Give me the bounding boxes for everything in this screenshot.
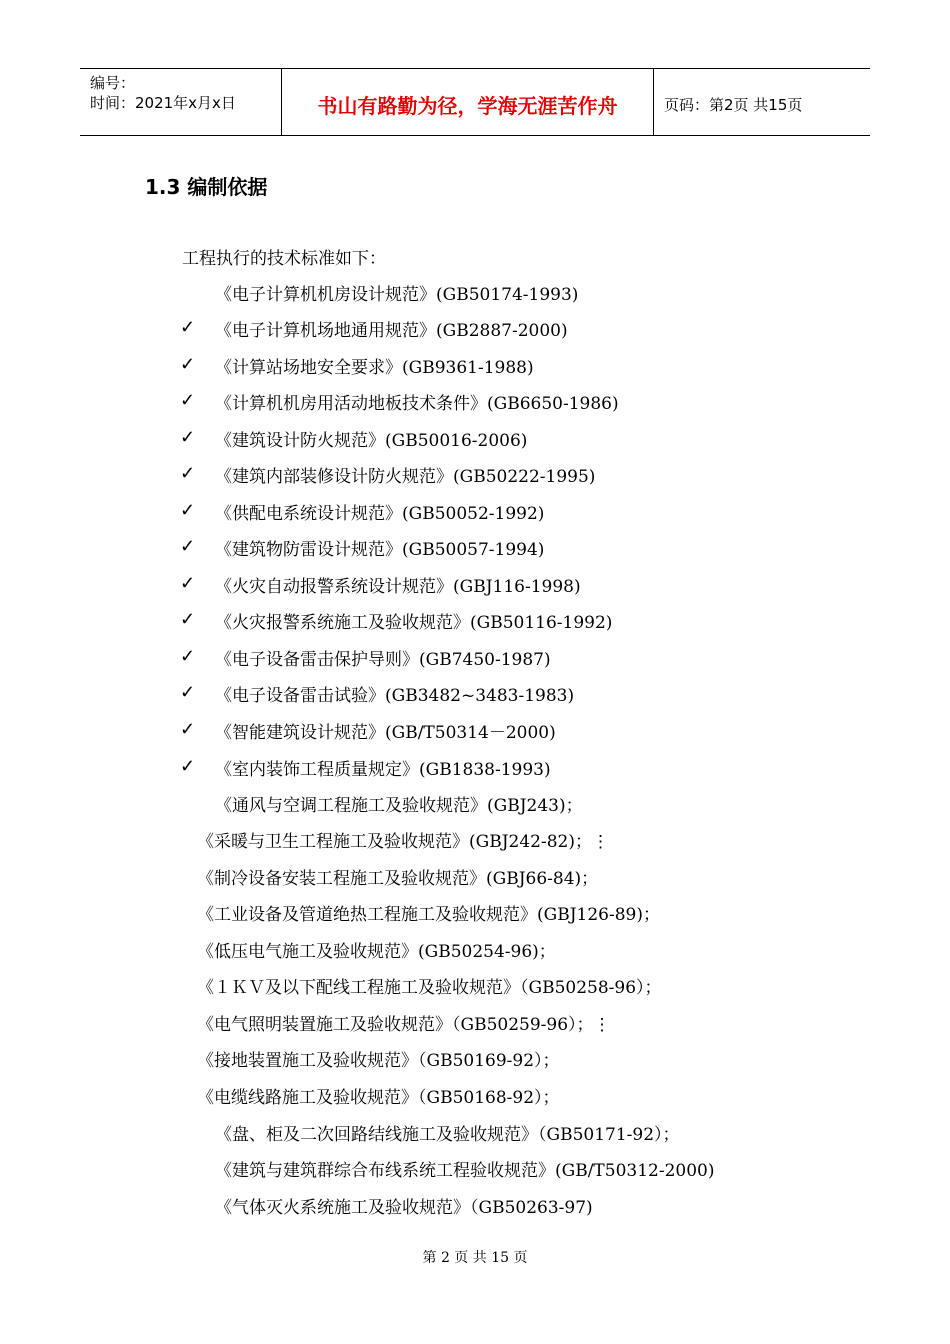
standard-item: 《采暖与卫生工程施工及验收规范》(GBJ242-82)；⋮	[197, 832, 609, 852]
section-title: 1.3 编制依据	[145, 175, 268, 199]
standard-item: 《电子计算机场地通用规范》(GB2887-2000)	[215, 321, 568, 341]
checkmark-icon: ✓	[180, 317, 196, 338]
standard-item: 《制冷设备安装工程施工及验收规范》(GBJ66-84)；	[197, 869, 599, 889]
page-header	[80, 68, 870, 136]
standard-item: 《智能建筑设计规范》(GB/T50314－2000)	[215, 723, 556, 743]
standard-item: 《计算机机房用活动地板技术条件》(GB6650-1986)	[215, 394, 619, 414]
standard-item: 《建筑物防雷设计规范》(GB50057-1994)	[215, 540, 545, 560]
checkmark-icon: ✓	[180, 536, 196, 557]
standard-item: 《电子设备雷击试验》(GB3482~3483-1983)	[215, 686, 575, 706]
standard-item: 《１ＫＶ及以下配线工程施工及验收规范》（GB50258-96）；	[197, 978, 662, 998]
standard-item: 《气体灭火系统施工及验收规范》（GB50263-97)	[215, 1198, 593, 1218]
intro-text: 工程执行的技术标准如下：	[182, 249, 386, 269]
document-date: 时间：2021年x月x日	[90, 94, 236, 112]
standard-item: 《盘、柜及二次回路结线施工及验收规范》（GB50171-92）；	[215, 1125, 680, 1145]
checkmark-icon: ✓	[180, 573, 196, 594]
header-motto: 书山有路勤为径，学海无涯苦作舟	[282, 69, 654, 135]
page-footer: 第 2 页 共 15 页	[422, 1250, 528, 1266]
standard-item: 《火灾自动报警系统设计规范》(GBJ116-1998)	[215, 577, 581, 597]
standard-item: 《计算站场地安全要求》(GB9361-1988)	[215, 358, 534, 378]
standard-item: 《电气照明装置施工及验收规范》（GB50259-96）；⋮	[197, 1015, 611, 1035]
header-meta	[80, 69, 282, 135]
standard-item: 《接地装置施工及验收规范》（GB50169-92）；	[197, 1051, 560, 1071]
checkmark-icon: ✓	[180, 646, 196, 667]
checkmark-icon: ✓	[180, 719, 196, 740]
checkmark-icon: ✓	[180, 427, 196, 448]
standard-item: 《低压电气施工及验收规范》(GB50254-96)；	[197, 942, 556, 962]
standard-item: 《建筑设计防火规范》(GB50016-2006)	[215, 431, 528, 451]
standard-item: 《室内装饰工程质量规定》(GB1838-1993)	[215, 760, 551, 780]
standard-item: 《通风与空调工程施工及验收规范》(GBJ243)；	[215, 796, 583, 816]
checkmark-icon: ✓	[180, 682, 196, 703]
standard-item: 《火灾报警系统施工及验收规范》(GB50116-1992)	[215, 613, 613, 633]
checkmark-icon: ✓	[180, 354, 196, 375]
checkmark-icon: ✓	[180, 756, 196, 777]
header-page-info: 页码：第2页 共15页	[664, 95, 803, 114]
document-number-label: 编号：	[90, 74, 136, 92]
checkmark-icon: ✓	[180, 390, 196, 411]
checkmark-icon: ✓	[180, 500, 196, 521]
checkmark-icon: ✓	[180, 609, 196, 630]
standard-item: 《建筑内部装修设计防火规范》(GB50222-1995)	[215, 467, 596, 487]
checkmark-icon: ✓	[180, 463, 196, 484]
standard-item: 《电子计算机机房设计规范》(GB50174-1993)	[215, 285, 579, 305]
standard-item: 《电子设备雷击保护导则》(GB7450-1987)	[215, 650, 551, 670]
standard-item: 《工业设备及管道绝热工程施工及验收规范》(GBJ126-89)；	[197, 905, 660, 925]
standard-item: 《供配电系统设计规范》(GB50052-1992)	[215, 504, 545, 524]
standard-item: 《电缆线路施工及验收规范》（GB50168-92）；	[197, 1088, 560, 1108]
standard-item: 《建筑与建筑群综合布线系统工程验收规范》(GB/T50312-2000)	[215, 1161, 715, 1181]
